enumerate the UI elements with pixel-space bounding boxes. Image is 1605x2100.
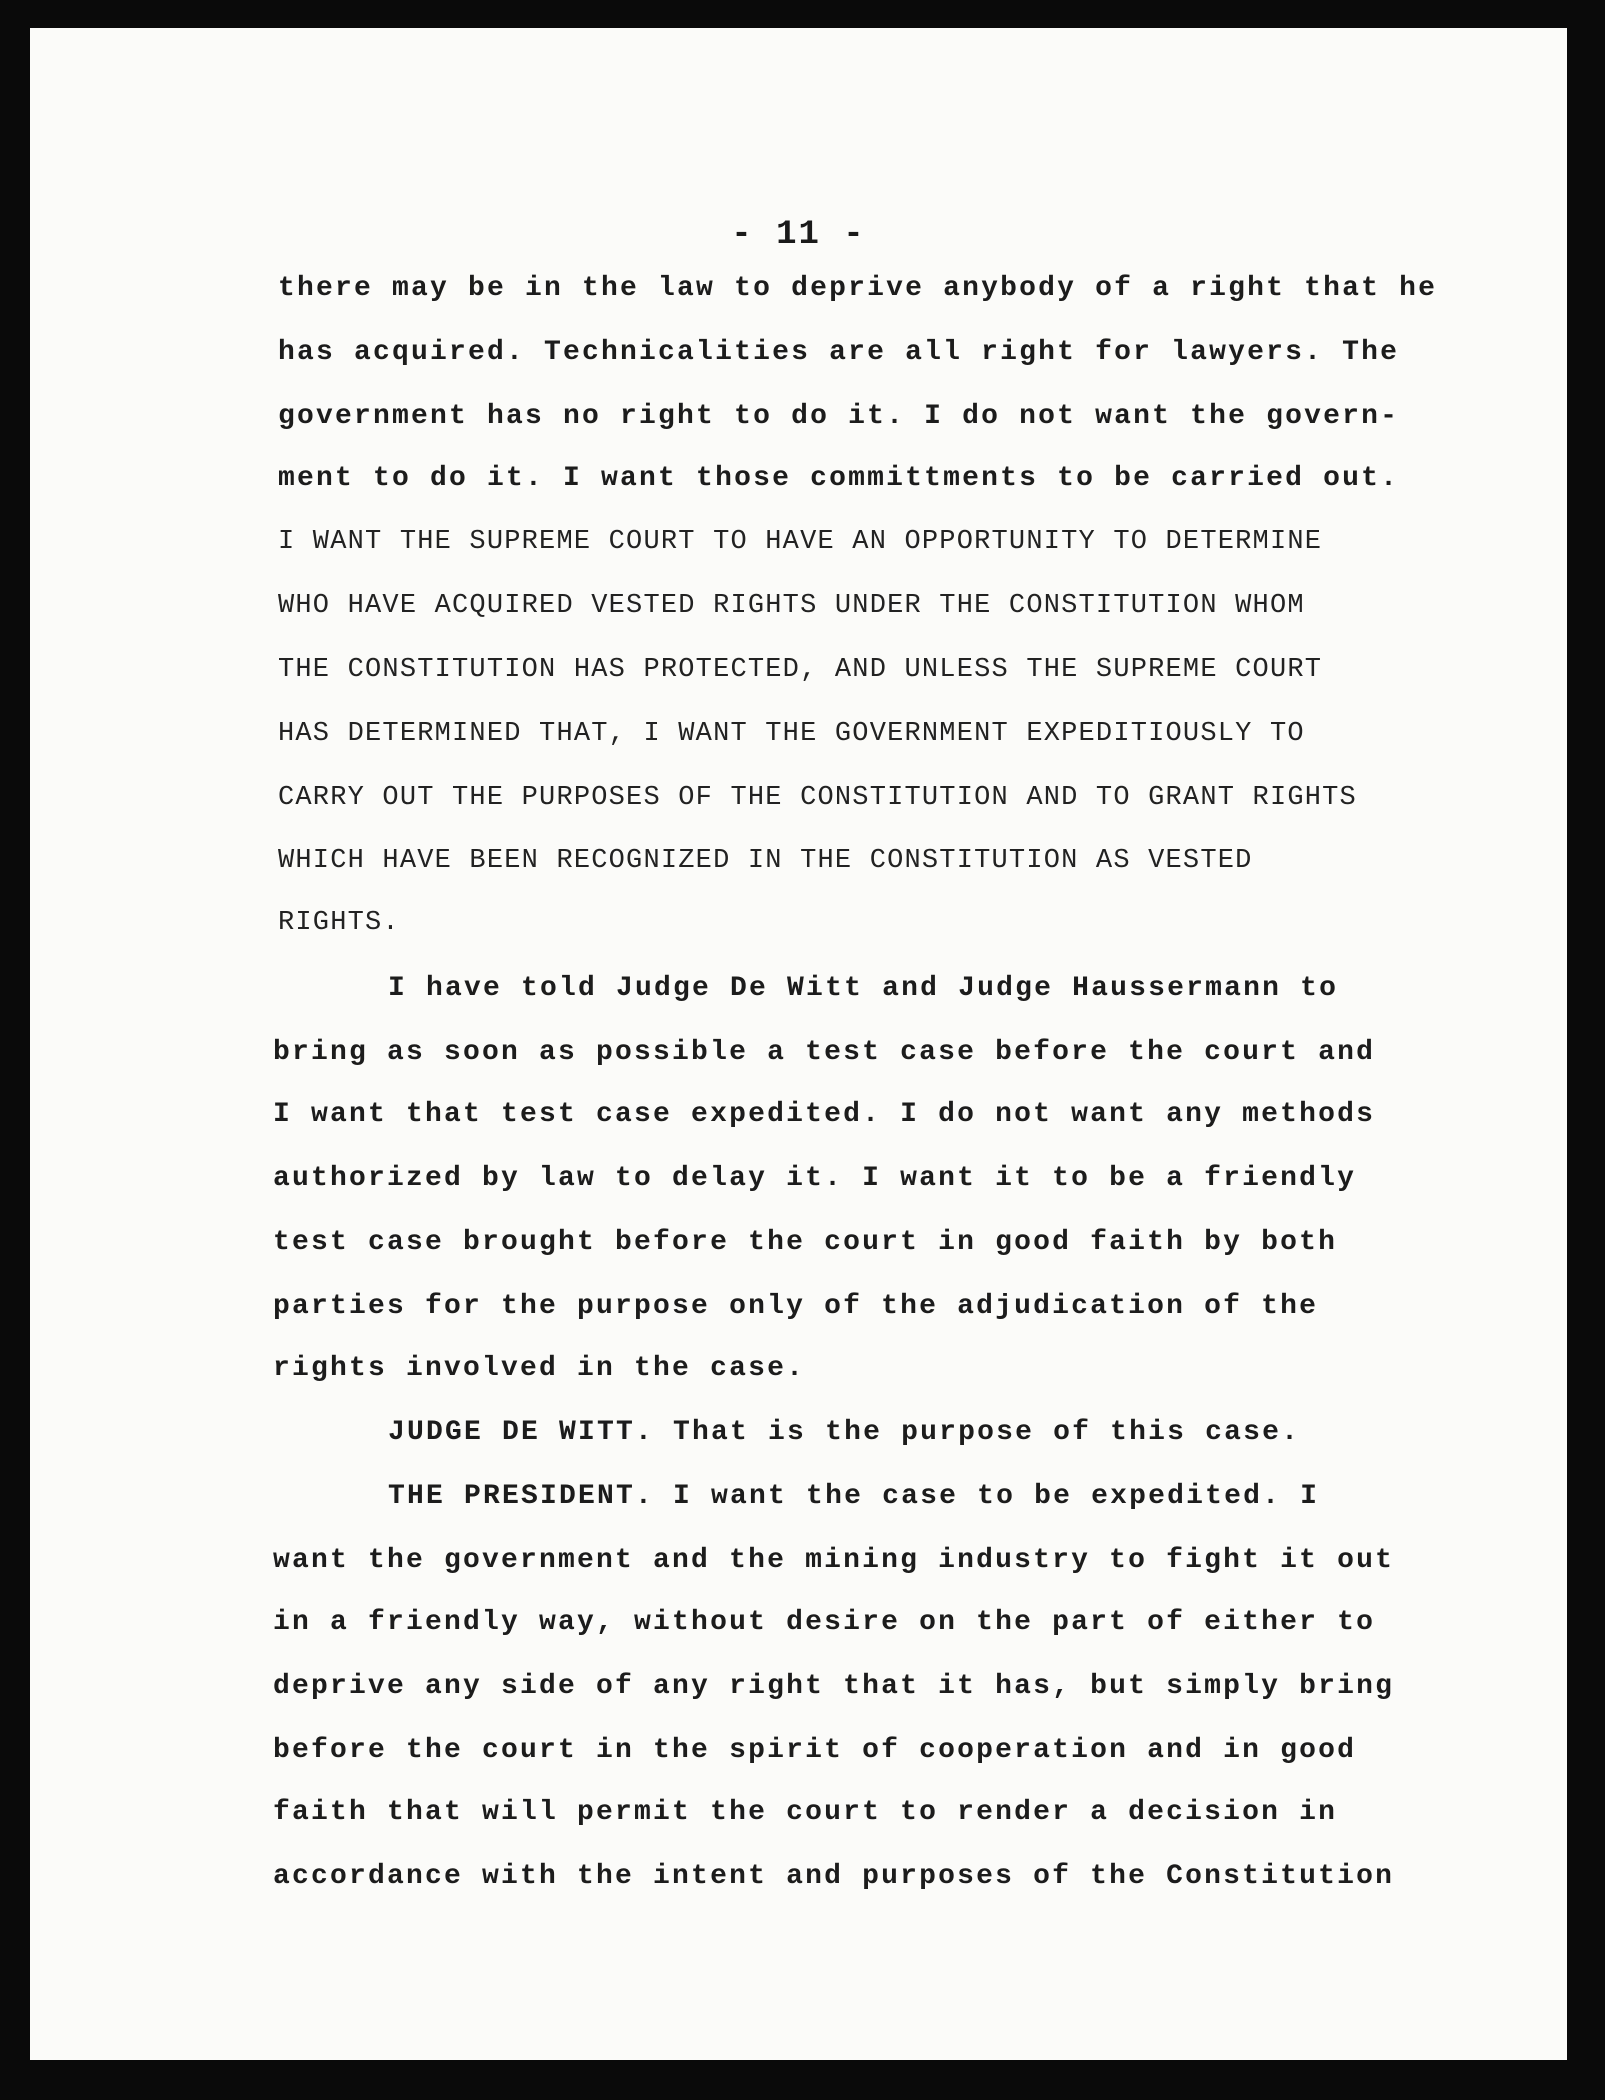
- text-line: there may be in the law to deprive anybody of a right that he: [278, 273, 1438, 304]
- text-line: I have told Judge De Witt and Judge Haussermann to: [388, 973, 1339, 1004]
- text-line: ment to do it. I want those committments to be carried out.: [278, 463, 1400, 494]
- text-line: has acquired. Technicalities are all right for lawyers. The: [278, 337, 1400, 368]
- text-line: JUDGE DE WITT. That is the purpose of this case.: [388, 1417, 1301, 1448]
- text-line: want the government and the mining industry to fight it out: [273, 1545, 1395, 1576]
- text-line: before the court in the spirit of cooperation and in good: [273, 1735, 1357, 1766]
- text-line: THE CONSTITUTION HAS PROTECTED, AND UNLESS THE SUPREME COURT: [278, 655, 1323, 685]
- text-line: rights involved in the case.: [273, 1353, 806, 1384]
- text-line: RIGHTS.: [278, 908, 400, 938]
- text-line: test case brought before the court in good faith by both: [273, 1227, 1338, 1258]
- text-line: bring as soon as possible a test case before the court and: [273, 1037, 1376, 1068]
- text-line: I want that test case expedited. I do not want any methods: [273, 1099, 1376, 1130]
- text-line: government has no right to do it. I do not want the govern-: [278, 401, 1400, 432]
- text-line: authorized by law to delay it. I want it to be a friendly: [273, 1163, 1357, 1194]
- text-line: in a friendly way, without desire on the part of either to: [273, 1607, 1376, 1638]
- text-line: WHO HAVE ACQUIRED VESTED RIGHTS UNDER THE CONSTITUTION WHOM: [278, 591, 1305, 621]
- text-line: I WANT THE SUPREME COURT TO HAVE AN OPPORTUNITY TO DETERMINE: [278, 527, 1323, 557]
- document-page: [30, 28, 1567, 2060]
- text-line: THE PRESIDENT. I want the case to be expedited. I: [388, 1481, 1320, 1512]
- text-line: accordance with the intent and purposes of the Constitution: [273, 1861, 1395, 1892]
- text-line: HAS DETERMINED THAT, I WANT THE GOVERNMENT EXPEDITIOUSLY TO: [278, 719, 1305, 749]
- text-line: faith that will permit the court to render a decision in: [273, 1797, 1338, 1828]
- text-line: CARRY OUT THE PURPOSES OF THE CONSTITUTION AND TO GRANT RIGHTS: [278, 783, 1357, 813]
- text-line: parties for the purpose only of the adjudication of the: [273, 1291, 1319, 1322]
- text-line: WHICH HAVE BEEN RECOGNIZED IN THE CONSTITUTION AS VESTED: [278, 846, 1253, 876]
- page-number: - 11 -: [731, 216, 866, 254]
- text-line: deprive any side of any right that it has, but simply bring: [273, 1671, 1395, 1702]
